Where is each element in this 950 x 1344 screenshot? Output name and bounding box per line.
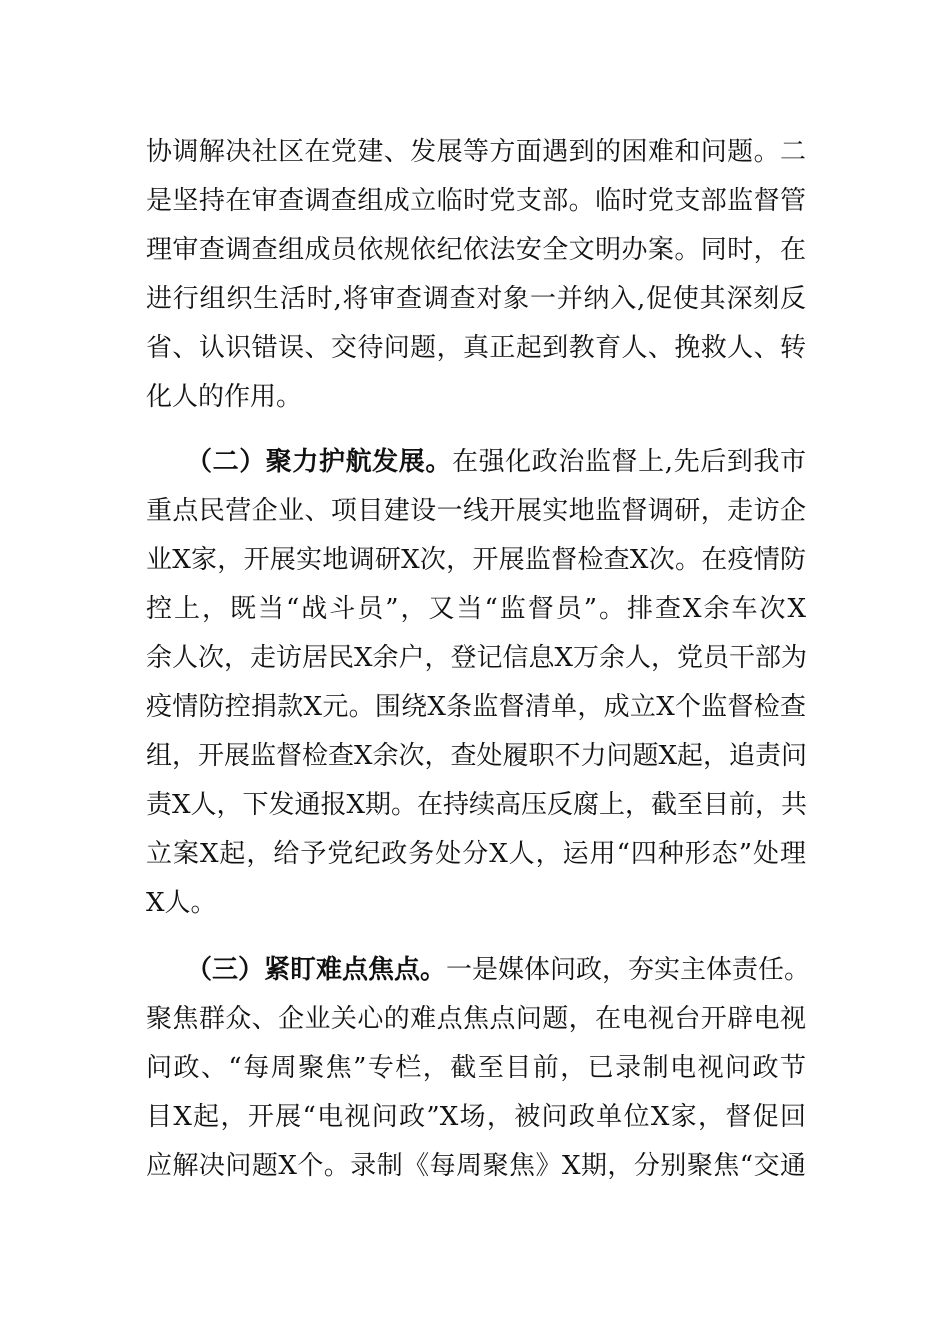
text-line: 进行组织生活时,将审查调查对象一并纳入,促使其深刻反 xyxy=(146,284,806,314)
paragraph-2 xyxy=(146,438,806,928)
text-line xyxy=(146,946,811,995)
text-line: 目X起，开展“电视问政”X场，被问政单位X家，督促回 xyxy=(146,1102,806,1132)
section-heading: （二）聚力护航发展。 xyxy=(186,447,452,477)
text-line: 聚焦群众、企业关心的难点焦点问题，在电视台开辟电视 xyxy=(146,1004,806,1034)
text-line: 余人次，走访居民X余户，登记信息X万余人，党员干部为 xyxy=(146,643,808,673)
text-line: 问政、“每周聚焦”专栏，截至目前，已录制电视问政节 xyxy=(146,1053,806,1083)
text-line: 疫情防控捐款X元。围绕X条监督清单，成立X个监督检查 xyxy=(146,692,806,722)
text-line: X人。 xyxy=(146,888,217,918)
text-line: 理审查调查组成员依规依纪依法安全文明办案。同时，在 xyxy=(146,235,806,265)
paragraph-1 xyxy=(146,128,806,422)
section-heading: （三）紧盯难点焦点。 xyxy=(186,955,447,985)
text-line: 协调解决社区在党建、发展等方面遇到的困难和问题。二 xyxy=(146,137,806,167)
text-line: 责X人，下发通报X期。在持续高压反腐上，截至目前，共 xyxy=(146,790,808,820)
text-line: 应解决问题X个。录制《每周聚焦》X期，分别聚焦“交通 xyxy=(146,1151,806,1181)
text-line: 是坚持在审查调查组成立临时党支部。临时党支部监督管 xyxy=(146,186,806,216)
text-line: 化人的作用。 xyxy=(146,382,303,412)
paragraph-3 xyxy=(146,946,811,1191)
text-line: 控上，既当“战斗员”，又当“监督员”。排查X余车次X xyxy=(146,594,806,624)
text-line: 省、认识错误、交待问题，真正起到教育人、挽救人、转 xyxy=(146,333,806,363)
text-line: 业X家，开展实地调研X次，开展监督检查X次。在疫情防 xyxy=(146,545,806,575)
text-line: 组，开展监督检查X余次，查处履职不力问题X起，追责问 xyxy=(146,741,808,771)
text-line xyxy=(146,438,806,487)
text-line: 立案X起，给予党纪政务处分X人，运用“四种形态”处理 xyxy=(146,839,806,869)
text-run: 一是媒体问政，夯实主体责任。 xyxy=(446,955,811,985)
text-run: 在强化政治监督上,先后到我市 xyxy=(451,447,806,477)
text-line: 重点民营企业、项目建设一线开展实地监督调研，走访企 xyxy=(146,496,806,526)
